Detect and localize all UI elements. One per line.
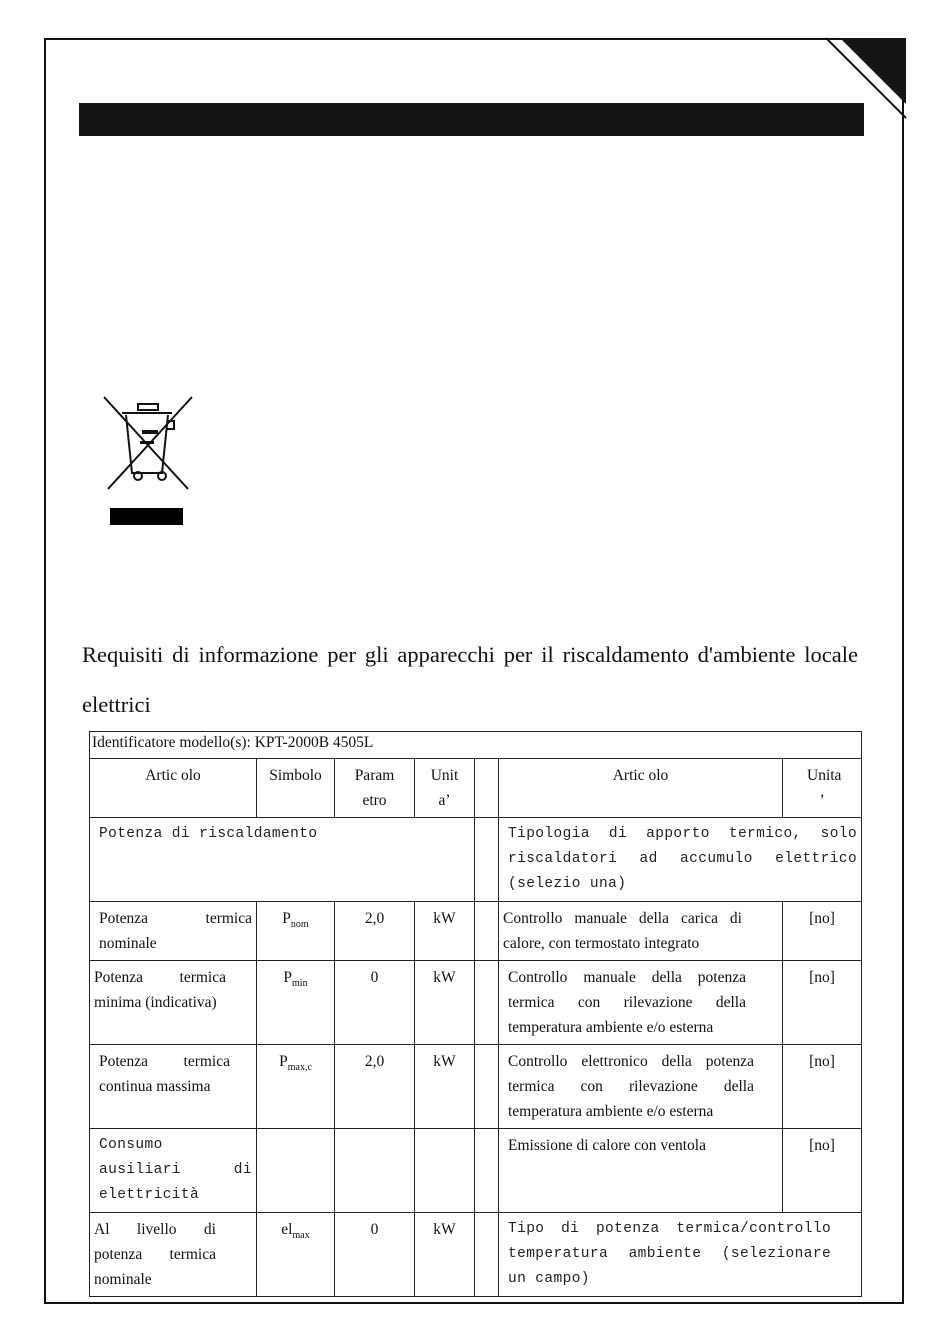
symbol-base: P — [279, 1053, 288, 1070]
row-right-value: [no] — [783, 902, 862, 961]
row-unit: kW — [415, 1213, 475, 1297]
row-symbol — [257, 1045, 335, 1129]
row-symbol — [257, 1129, 335, 1213]
row-right-item: Controllo manuale della potenza termica con rilevazione della temperatura ambiente e/o esterna — [499, 961, 783, 1045]
section-row — [90, 818, 862, 902]
row-right-value: [no] — [783, 1129, 862, 1213]
column-gap — [475, 818, 499, 902]
symbol-subscript: min — [292, 978, 308, 990]
row-right-item: Tipo di potenza termica/controllo temperatura ambiente (selezionare un campo) — [499, 1213, 862, 1297]
row-value: 2,0 — [335, 902, 415, 961]
row-value — [335, 1129, 415, 1213]
table-row — [90, 1045, 862, 1129]
row-item: Consumo ausiliari di elettricità — [90, 1129, 257, 1213]
column-gap — [475, 961, 499, 1045]
symbol-subscript: nom — [290, 919, 309, 931]
row-item: Potenza termica continua massima — [90, 1045, 257, 1129]
table-row — [90, 902, 862, 961]
header-unita: Unit a’ — [415, 759, 475, 818]
row-symbol — [257, 1213, 335, 1297]
row-symbol — [257, 961, 335, 1045]
header-right-unita: Unita ’ — [783, 759, 862, 818]
table-row — [90, 1129, 862, 1213]
symbol-base: el — [281, 1221, 293, 1238]
row-item: Potenza termica nominale — [90, 902, 257, 961]
symbol-base: P — [283, 969, 293, 986]
header-parametro: Param etro — [335, 759, 415, 818]
row-right-item: Emissione di calore con ventola — [499, 1129, 783, 1213]
symbol-subscript: max — [292, 1230, 310, 1242]
column-gap — [475, 1213, 499, 1297]
header-articolo: Artic olo — [90, 759, 257, 818]
row-right-item: Controllo elettronico della potenza termica con rilevazione della temperatura ambiente e/o esterna — [499, 1045, 783, 1129]
column-gap — [475, 902, 499, 961]
header-simbolo: Simbolo — [257, 759, 335, 818]
row-unit: kW — [415, 1045, 475, 1129]
header-right-articolo: Artic olo — [499, 759, 783, 818]
row-value: 2,0 — [335, 1045, 415, 1129]
table-row — [90, 961, 862, 1045]
column-gap — [475, 1045, 499, 1129]
row-value: 0 — [335, 961, 415, 1045]
row-right-value: [no] — [783, 961, 862, 1045]
row-item: Al livello di potenza termica nominale — [90, 1213, 257, 1297]
row-value: 0 — [335, 1213, 415, 1297]
row-unit — [415, 1129, 475, 1213]
row-right-value: [no] — [783, 1045, 862, 1129]
section-heat-input-type: Tipologia di apporto termico, solo riscaldatori ad accumulo elettrico (selezio una) — [499, 818, 862, 902]
column-gap — [475, 1129, 499, 1213]
row-item: Potenza termica minima (indicativa) — [90, 961, 257, 1045]
model-identifier: Identificatore modello(s): KPT-2000B 4505L — [90, 732, 862, 759]
column-gap — [475, 759, 499, 818]
table-row — [90, 1213, 862, 1297]
weee-crossed-bin-icon — [100, 393, 196, 493]
row-unit: kW — [415, 902, 475, 961]
section-heating-power: Potenza di riscaldamento — [90, 818, 475, 902]
symbol-subscript: max,c — [287, 1062, 312, 1074]
row-right-item: Controllo manuale della carica di calore, con termostato integrato — [499, 902, 783, 961]
spec-table — [89, 731, 862, 1297]
row-unit: kW — [415, 961, 475, 1045]
info-requirements-heading: Requisiti di informazione per gli apparecchi per il riscaldamento d'ambiente locale elettrici — [82, 642, 858, 717]
symbol-base: P — [282, 910, 291, 927]
weee-marking-bar — [110, 508, 183, 525]
header-row — [90, 759, 862, 818]
section-title-bar — [79, 103, 864, 136]
row-symbol — [257, 902, 335, 961]
model-row — [90, 732, 862, 759]
